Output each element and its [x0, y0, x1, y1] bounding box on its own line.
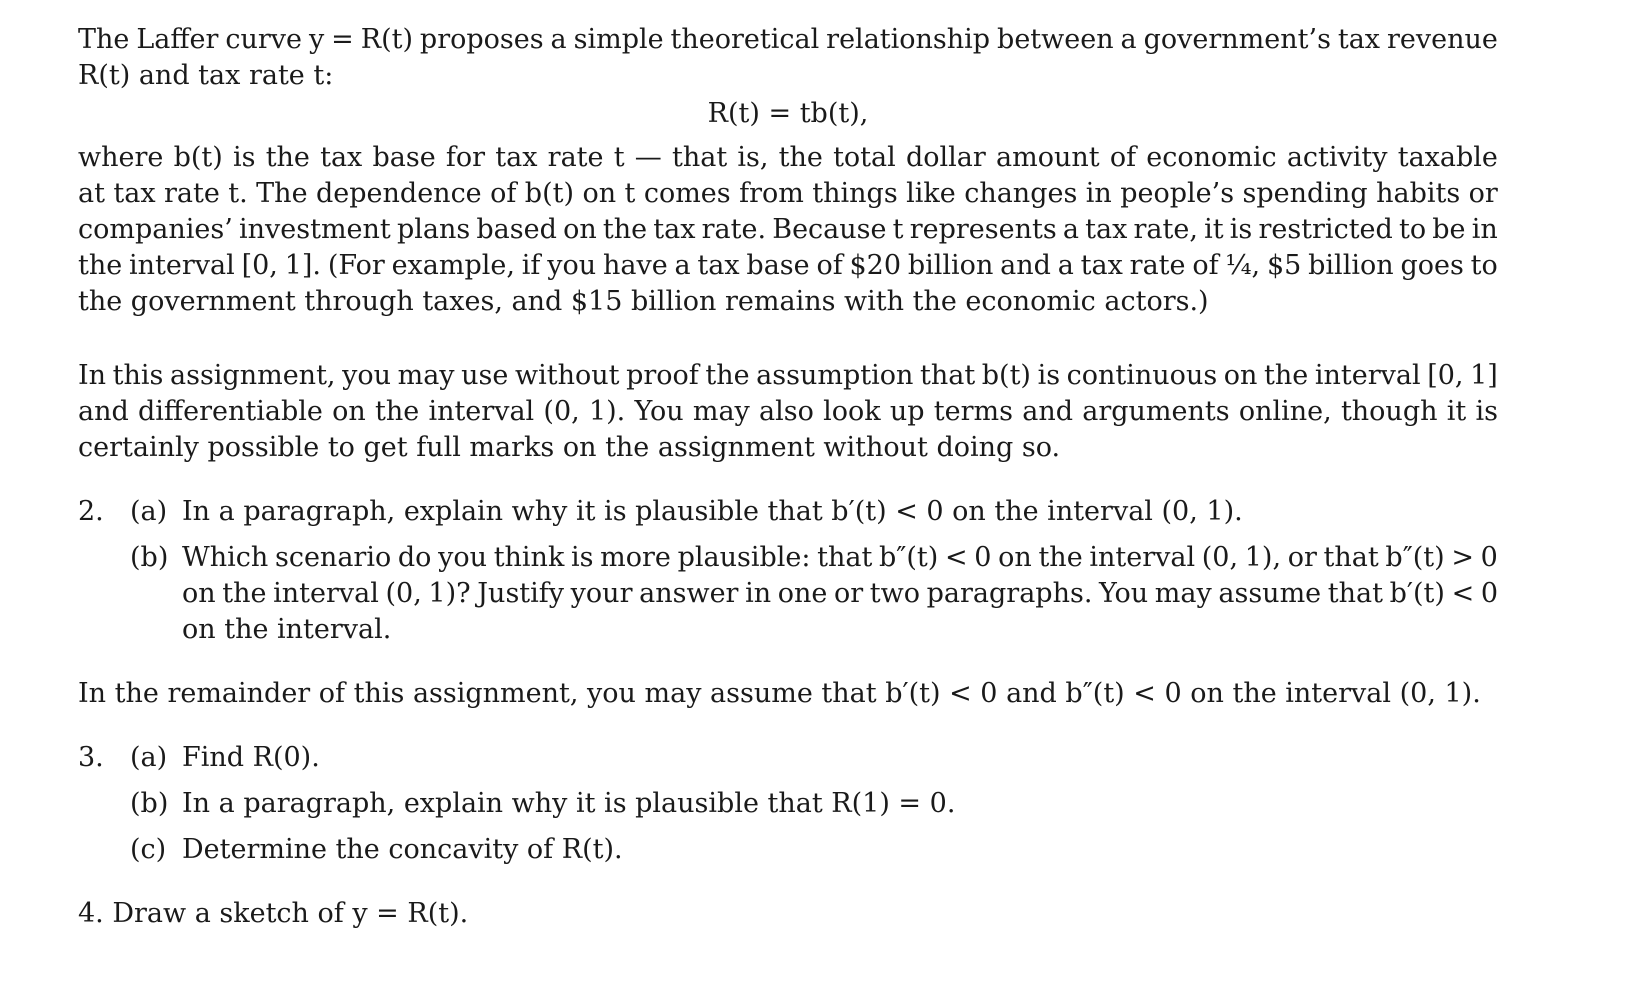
- remainder-note: In the remainder of this assignment, you may assume that b′(t) < 0 and b″(t) < 0 on the interval (0, 1).: [78, 678, 1481, 709]
- intro-line-1: The Laffer curve y = R(t) proposes a simple theoretical relationship between a government’s tax revenue: [78, 24, 1498, 55]
- question-3-b: [78, 786, 1498, 822]
- question-4: 4. Draw a sketch of y = R(t).: [78, 898, 469, 929]
- assumption-line-1: In this assignment, you may use without proof the assumption that b(t) is continuous on the interval [0, 1]: [78, 360, 1498, 391]
- definition-paragraph: [78, 140, 1498, 320]
- question-3-c-label: (c): [130, 834, 167, 865]
- assumption-paragraph: [78, 358, 1498, 466]
- question-2-b-line-2: on the interval (0, 1)? Justify your answer in one or two paragraphs. You may assume that b′(t) < 0: [182, 578, 1498, 609]
- question-3-c: [78, 832, 1498, 868]
- intro-line-2: R(t) and tax rate t:: [78, 60, 334, 91]
- question-3: [78, 740, 1498, 868]
- question-2-a-label: (a): [130, 496, 168, 527]
- definition-line-5: the government through taxes, and $15 billion remains with the economic actors.): [78, 286, 1209, 317]
- definition-line-2: at tax rate t. The dependence of b(t) on t comes from things like changes in people’s spending habits or: [78, 178, 1498, 209]
- question-2-b-line-1: Which scenario do you think is more plausible: that b″(t) < 0 on the interval (0, 1), or that b″(t) > 0: [182, 542, 1498, 573]
- question-2-b-label: (b): [130, 542, 169, 573]
- question-3-a-text: Find R(0).: [182, 742, 320, 773]
- question-2-number: 2.: [78, 496, 104, 527]
- assumption-line-2: and differentiable on the interval (0, 1). You may also look up terms and arguments online, though it is: [78, 396, 1498, 427]
- question-3-a-label: (a): [130, 742, 168, 773]
- question-3-number: 3.: [78, 742, 104, 773]
- definition-line-3: companies’ investment plans based on the tax rate. Because t represents a tax rate, it is restricted to be in: [78, 214, 1498, 245]
- assignment-page: [78, 22, 1498, 932]
- question-2-a: [78, 494, 1498, 530]
- question-3-c-text: Determine the concavity of R(t).: [182, 834, 623, 865]
- question-3-a: [78, 740, 1498, 776]
- definition-line-4: the interval [0, 1]. (For example, if you have a tax base of $20 billion and a tax rate of ¼, $5 billion goes to: [78, 250, 1498, 281]
- question-2-b: [78, 540, 1498, 648]
- assumption-line-3: certainly possible to get full marks on the assignment without doing so.: [78, 432, 1061, 463]
- question-2-a-text: In a paragraph, explain why it is plausible that b′(t) < 0 on the interval (0, 1).: [182, 496, 1243, 527]
- question-2-b-line-3: on the interval.: [182, 614, 392, 645]
- definition-line-1: where b(t) is the tax base for tax rate t — that is, the total dollar amount of economic activity taxable: [78, 142, 1498, 173]
- intro-paragraph: [78, 22, 1498, 94]
- question-3-b-label: (b): [130, 788, 169, 819]
- question-3-b-text: In a paragraph, explain why it is plausible that R(1) = 0.: [182, 788, 956, 819]
- question-2: [78, 494, 1498, 648]
- laffer-equation: R(t) = tb(t),: [707, 98, 869, 129]
